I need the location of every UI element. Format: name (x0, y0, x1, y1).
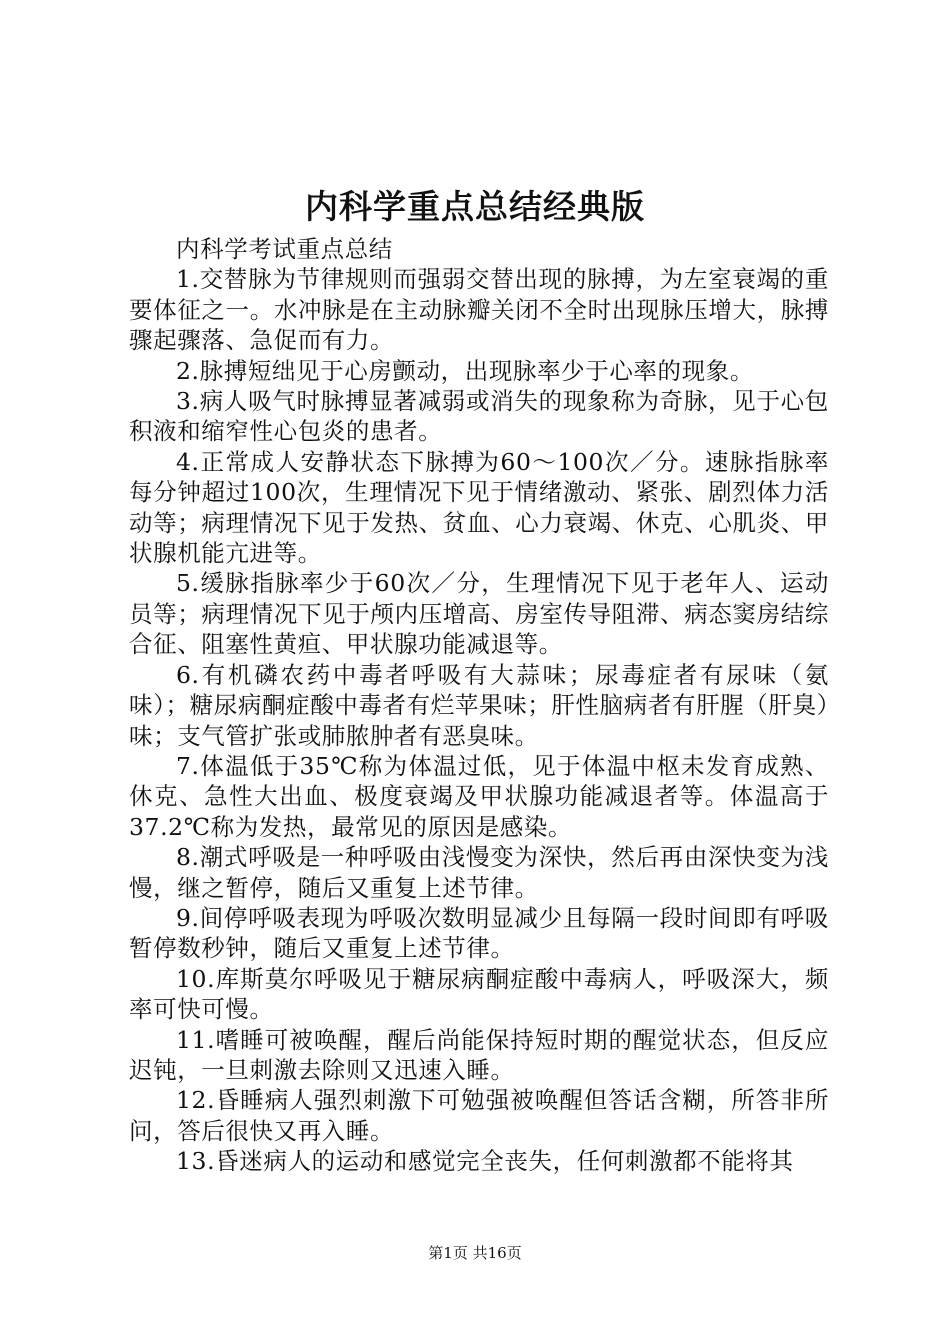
paragraph-6: 6.有机磷农药中毒者呼吸有大蒜味；尿毒症者有尿味（氨味）；糖尿病酮症酸中毒者有烂苹果味；肝性脑病者有肝腥（肝臭）味；支气管扩张或肺脓肿者有恶臭味。 (129, 660, 829, 750)
paragraph-7: 7.体温低于35℃称为体温过低，见于体温中枢未发育成熟、休克、急性大出血、极度衰竭及甲状腺功能减退者等。体温高于37.2℃称为发热，最常见的原因是感染。 (129, 751, 829, 841)
paragraph-8: 8.潮式呼吸是一种呼吸由浅慢变为深快，然后再由深快变为浅慢，继之暂停，随后又重复上述节律。 (129, 843, 829, 902)
paragraph-1: 1.交替脉为节律规则而强弱交替出现的脉搏，为左室衰竭的重要体征之一。水冲脉是在主动脉瓣关闭不全时出现脉压增大，脉搏骤起骤落、急促而有力。 (129, 265, 829, 355)
document-title: 内科学重点总结经典版 (305, 187, 645, 226)
document-body (129, 234, 829, 1177)
paragraph-13: 13.昏迷病人的运动和感觉完全丧失，任何刺激都不能将其 (176, 1147, 794, 1176)
paragraph-10: 10.库斯莫尔呼吸见于糖尿病酮症酸中毒病人，呼吸深大，频率可快可慢。 (129, 964, 829, 1024)
document-subtitle: 内科学考试重点总结 (176, 235, 393, 263)
page-number-footer: 第1页 共16页 (428, 1244, 522, 1262)
paragraph-5: 5.缓脉指脉率少于60次／分，生理情况下见于老年人、运动员等；病理情况下见于颅内压增高、房室传导阻滞、病态窦房结综合征、阻塞性黄疸、甲状腺功能减退等。 (129, 569, 829, 659)
paragraph-9: 9.间停呼吸表现为呼吸次数明显减少且每隔一段时间即有呼吸暂停数秒钟，随后又重复上述节律。 (129, 903, 829, 963)
paragraph-2: 2.脉搏短绌见于心房颤动，出现脉率少于心率的现象。 (176, 356, 754, 385)
paragraph-12: 12.昏睡病人强烈刺激下可勉强被唤醒但答话含糊，所答非所问，答后很快又再入睡。 (129, 1086, 829, 1145)
paragraph-11: 11.嗜睡可被唤醒，醒后尚能保持短时期的醒觉状态，但反应迟钝，一旦刺激去除则又迅速入睡。 (129, 1025, 829, 1084)
paragraph-3: 3.病人吸气时脉搏显著减弱或消失的现象称为奇脉，见于心包积液和缩窄性心包炎的患者。 (129, 387, 829, 446)
paragraph-4: 4.正常成人安静状态下脉搏为60～100次／分。速脉指脉率每分钟超过100次，生理情况下见于情绪激动、紧张、剧烈体力活动等；病理情况下见于发热、贫血、心力衰竭、休克、心肌炎、甲状腺机能亢进等。 (129, 447, 829, 568)
